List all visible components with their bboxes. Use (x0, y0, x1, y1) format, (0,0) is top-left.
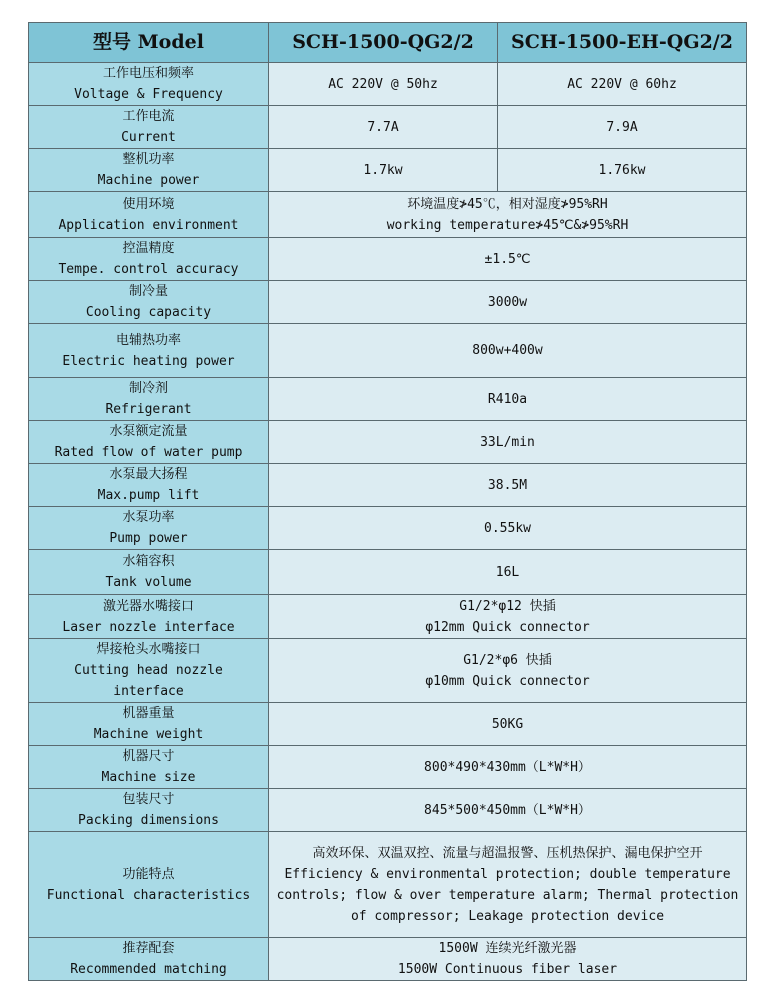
row-tank-volume (29, 550, 747, 595)
row-recommended-matching (29, 938, 747, 981)
row-label: 制冷剂 Refrigerant (29, 378, 269, 421)
row-machine-weight (29, 703, 747, 746)
header-row (29, 23, 747, 63)
row-voltage (29, 63, 747, 106)
row-label: 水箱容积 Tank volume (29, 550, 269, 595)
value-shared: 16L (269, 550, 747, 595)
row-label: 工作电流 Current (29, 106, 269, 149)
value-shared: G1/2*φ6 快插 φ10mm Quick connector (269, 639, 747, 703)
row-label: 控温精度 Tempe. control accuracy (29, 238, 269, 281)
row-label: 推荐配套 Recommended matching (29, 938, 269, 981)
header-model-b: SCH-1500-EH-QG2/2 (498, 23, 747, 63)
value-model-b: AC 220V @ 60hz (498, 63, 747, 106)
value-shared: 50KG (269, 703, 747, 746)
value-shared: 33L/min (269, 421, 747, 464)
value-model-b: 1.76kw (498, 149, 747, 192)
row-laser-nozzle (29, 595, 747, 639)
row-packing-dimensions (29, 789, 747, 832)
header-model-label: 型号 Model (29, 23, 269, 63)
row-machine-power (29, 149, 747, 192)
value-model-b: 7.9A (498, 106, 747, 149)
spec-table (28, 22, 747, 981)
row-cutting-head-nozzle (29, 639, 747, 703)
row-heating-power (29, 324, 747, 378)
value-shared: 845*500*450mm（L*W*H） (269, 789, 747, 832)
row-label: 整机功率 Machine power (29, 149, 269, 192)
row-label: 电辅热功率 Electric heating power (29, 324, 269, 378)
row-label: 焊接枪头水嘴接口 Cutting head nozzle interface (29, 639, 269, 703)
row-machine-size (29, 746, 747, 789)
value-shared: 0.55kw (269, 507, 747, 550)
row-label: 功能特点 Functional characteristics (29, 832, 269, 938)
value-shared: ±1.5℃ (269, 238, 747, 281)
row-pump-flow (29, 421, 747, 464)
value-shared: 800w+400w (269, 324, 747, 378)
value-shared: 3000w (269, 281, 747, 324)
row-cooling-capacity (29, 281, 747, 324)
value-shared: R410a (269, 378, 747, 421)
value-shared: 1500W 连续光纤激光器 1500W Continuous fiber laser (269, 938, 747, 981)
row-current (29, 106, 747, 149)
row-label: 机器重量 Machine weight (29, 703, 269, 746)
value-model-a: 7.7A (269, 106, 498, 149)
row-refrigerant (29, 378, 747, 421)
value-shared: 800*490*430mm（L*W*H） (269, 746, 747, 789)
row-pump-lift (29, 464, 747, 507)
row-functional-characteristics (29, 832, 747, 938)
row-pump-power (29, 507, 747, 550)
value-shared: 环境温度≯45℃，相对湿度≯95%RH working temperature≯45℃&≯95%RH (269, 192, 747, 238)
value-shared: G1/2*φ12 快插 φ12mm Quick connector (269, 595, 747, 639)
row-label: 制冷量 Cooling capacity (29, 281, 269, 324)
value-shared: 高效环保、双温双控、流量与超温报警、压机热保护、漏电保护空开 Efficiency & environmental protection; double temperature controls; flow & over temperature alarm; Thermal protection of compressor; Leakage protection device (269, 832, 747, 938)
row-label: 水泵额定流量 Rated flow of water pump (29, 421, 269, 464)
row-label: 机器尺寸 Machine size (29, 746, 269, 789)
value-model-a: 1.7kw (269, 149, 498, 192)
row-label: 水泵功率 Pump power (29, 507, 269, 550)
value-model-a: AC 220V @ 50hz (269, 63, 498, 106)
row-temp-accuracy (29, 238, 747, 281)
row-label: 激光器水嘴接口 Laser nozzle interface (29, 595, 269, 639)
row-label: 工作电压和频率 Voltage & Frequency (29, 63, 269, 106)
row-label: 包装尺寸 Packing dimensions (29, 789, 269, 832)
row-label: 水泵最大扬程 Max.pump lift (29, 464, 269, 507)
header-model-a: SCH-1500-QG2/2 (269, 23, 498, 63)
row-label: 使用环境 Application environment (29, 192, 269, 238)
value-shared: 38.5M (269, 464, 747, 507)
row-application-environment (29, 192, 747, 238)
